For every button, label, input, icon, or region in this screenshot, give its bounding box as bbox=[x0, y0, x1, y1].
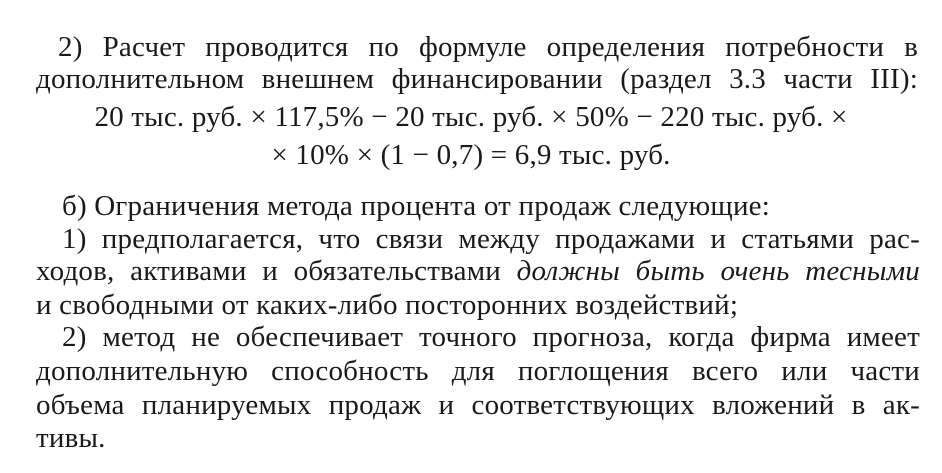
paragraph-line: дополнительном внешнем финансировании (раздел 3.3 части III): bbox=[36, 63, 918, 95]
list-item-line: и свободными от каких-либо посторонних воздействий; bbox=[36, 289, 739, 321]
list-item-line: 2) метод не обеспечивает точного прогноза, когда фирма имеет bbox=[62, 321, 920, 353]
formula-line: 20 тыс. руб. × 117,5% − 20 тыс. руб. × 50% − 220 тыс. руб. × bbox=[94, 101, 848, 133]
list-item-line: 1) предполагается, что связи между продажами и статьями рас- bbox=[62, 223, 920, 255]
formula-line: × 10% × (1 − 0,7) = 6,9 тыс. руб. bbox=[271, 139, 671, 171]
list-item-line: тивы. bbox=[36, 422, 106, 454]
emphasized-text: должны быть очень тесными bbox=[516, 255, 920, 287]
list-item-line bbox=[36, 254, 920, 288]
section-heading: б) Ограничения метода процента от продаж следующие: bbox=[62, 190, 770, 222]
list-item-text: ходов, активами и обязательствами bbox=[36, 255, 517, 287]
list-item-line: объема планируемых продаж и соответствующих вложений в ак- bbox=[36, 389, 920, 421]
paragraph-line: 2) Расчет проводится по формуле определения потребности в bbox=[58, 31, 918, 63]
list-item-line: дополнительную способность для поглощения всего или части bbox=[36, 355, 920, 387]
